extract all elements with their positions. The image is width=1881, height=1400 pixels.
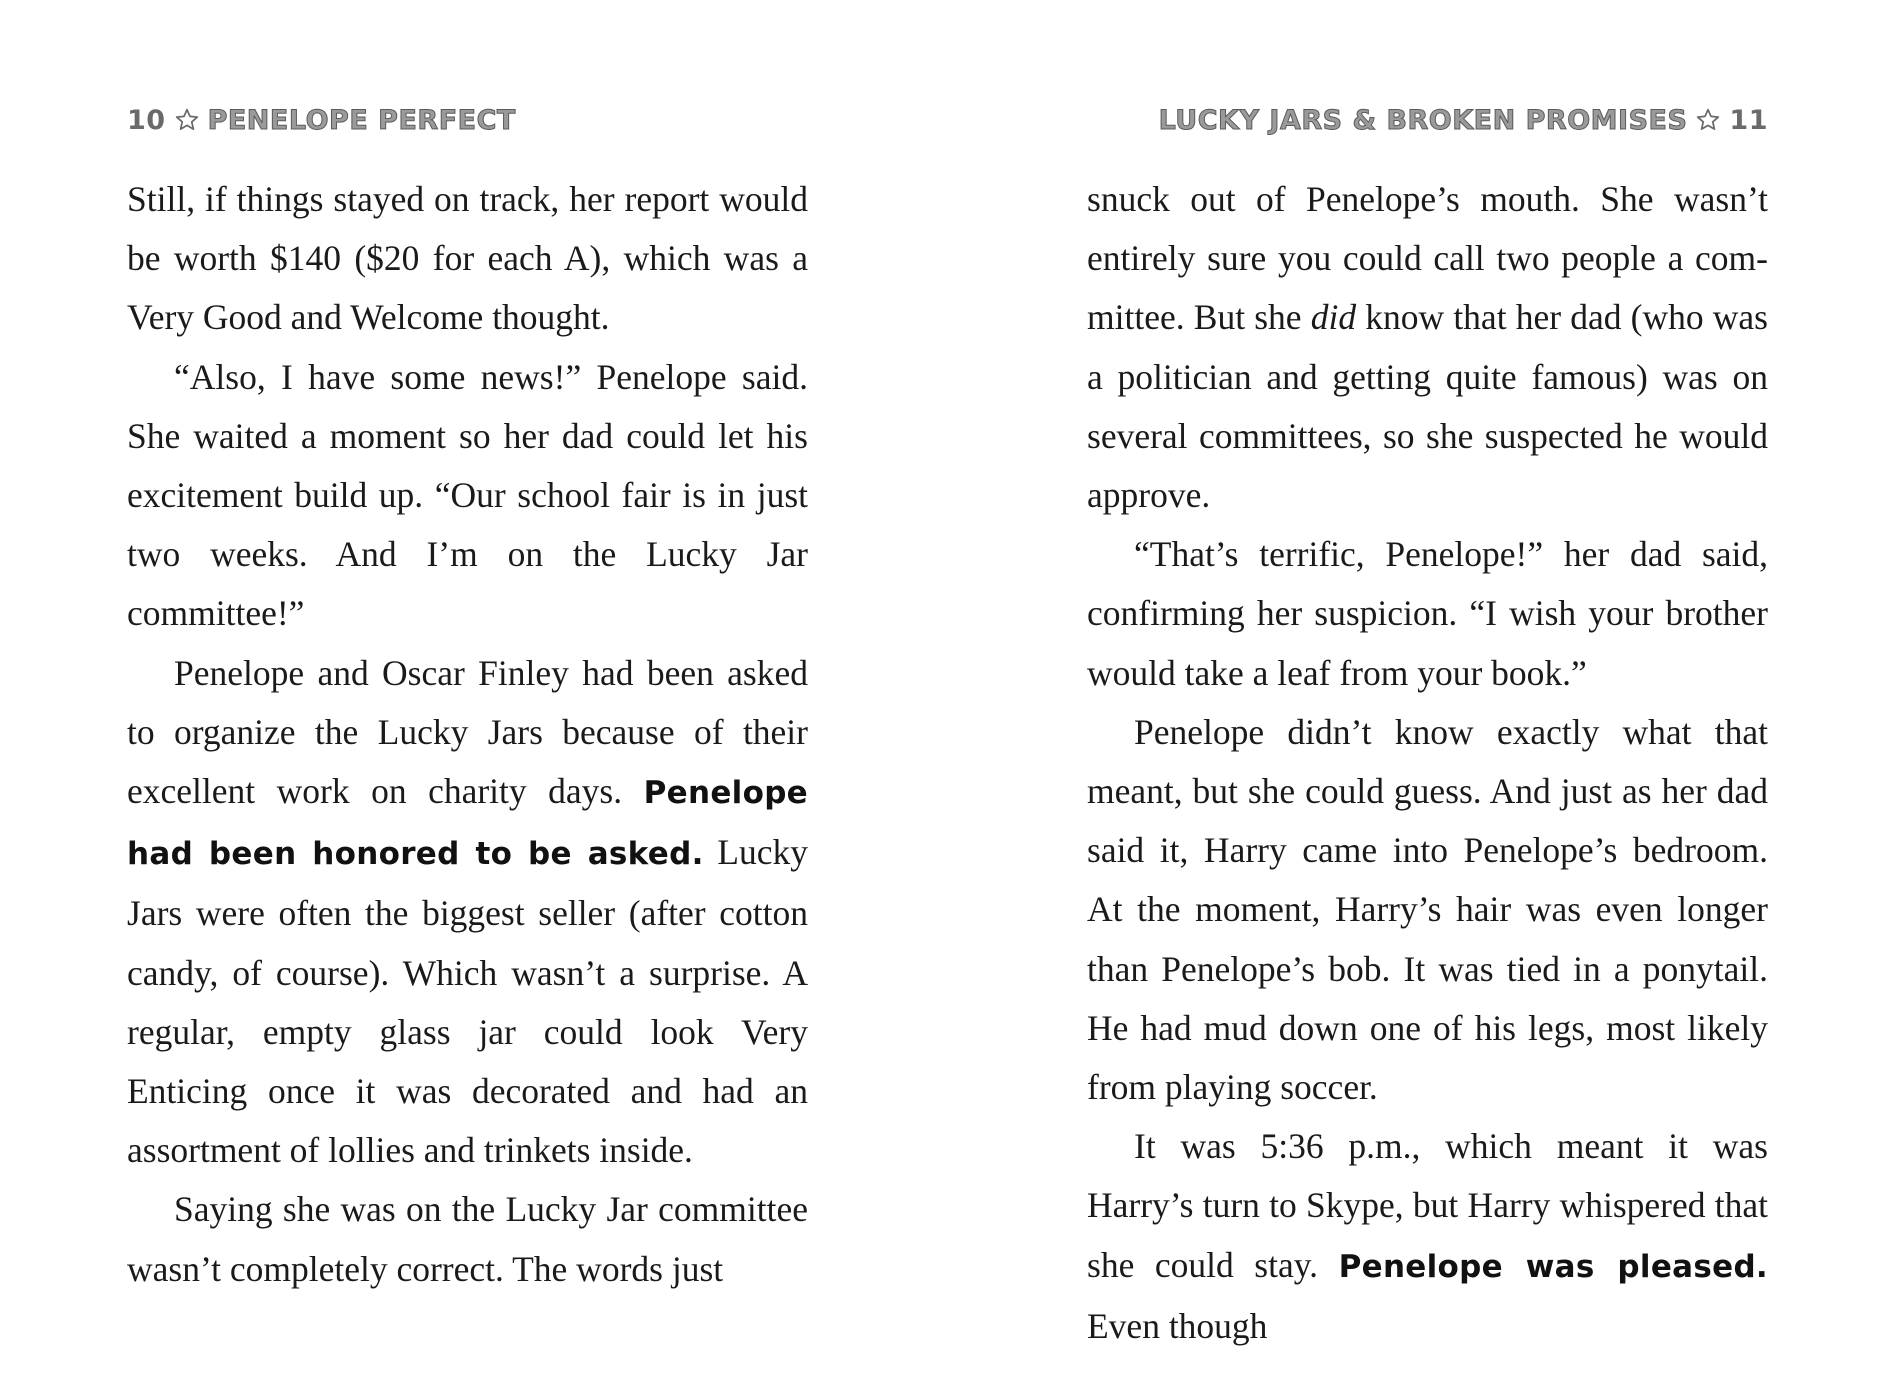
paragraph: Saying she was on the Lucky Jar committee wasn’t completely correct. The words just [127,1189,808,1289]
paragraph [127,644,808,1181]
left-page-number: 10 [127,104,166,136]
paragraph: “That’s terrific, Penelope!” her dad said, confirming her suspicion. “I wish your brother would take a leaf from your book.” [1087,534,1768,693]
left-page [127,0,808,1400]
left-running-head [127,100,808,140]
italic-text: did [1310,297,1357,338]
right-body-text [1087,170,1768,1356]
right-page [1087,0,1768,1400]
paragraph-text: know that her dad (who was a politician and getting quite famous) was on several committees, so she suspected he would approve. [1087,297,1768,516]
emphasis-text: Penelope was pleased. [1338,1248,1769,1285]
paragraph-text: Lucky Jars were often the biggest seller (after cotton candy, of course). Which wasn’t a surprise. A regular, empty glass jar could look Very Enticing once it was decorated and had an assortment of lollies and trinkets inside. [127,832,808,1171]
emphasis-text: Penelope had been honored to be asked. [127,775,809,873]
paragraph-text: snuck out of Penelope’s mouth. She wasn’t entirely sure you could call two people a committee. But she [1087,179,1768,338]
right-running-title: LUCKY JARS & BROKEN PROMISES [1158,104,1688,136]
star-outline-icon [1695,107,1721,133]
paragraph: Still, if things stayed on track, her report would be worth $140 ($20 for each A), which was a Very Good and Welcome thought. [127,179,808,338]
right-running-head [1087,100,1768,140]
paragraph: Penelope didn’t know exactly what that meant, but she could guess. And just as her dad said it, Harry came into Penelope’s bedroom. At the moment, Harry’s hair was even longer than Penelope’s bob. It was tied in a ponytail. He had mud down one of his legs, most likely from playing soccer. [1087,711,1768,1108]
paragraph [1087,1117,1768,1356]
paragraph-text: It was 5:36 p.m., which meant it was Harry’s turn to Skype, but Harry whispered that she could stay. [1087,1126,1768,1285]
paragraph [1087,170,1768,525]
left-body-text [127,170,808,1299]
left-running-title: PENELOPE PERFECT [207,104,516,136]
right-page-number: 11 [1729,104,1768,136]
paragraph-text: Even though [1087,1305,1268,1346]
star-outline-icon [174,107,200,133]
paragraph-text: Penelope and Oscar Finley had been asked to organize the Lucky Jars because of their excellent work on charity days. [127,652,808,812]
paragraph: “Also, I have some news!” Penelope said. She waited a moment so her dad could let his excitement build up. “Our school fair is in just two weeks. And I’m on the Lucky Jar committee!” [127,356,808,634]
